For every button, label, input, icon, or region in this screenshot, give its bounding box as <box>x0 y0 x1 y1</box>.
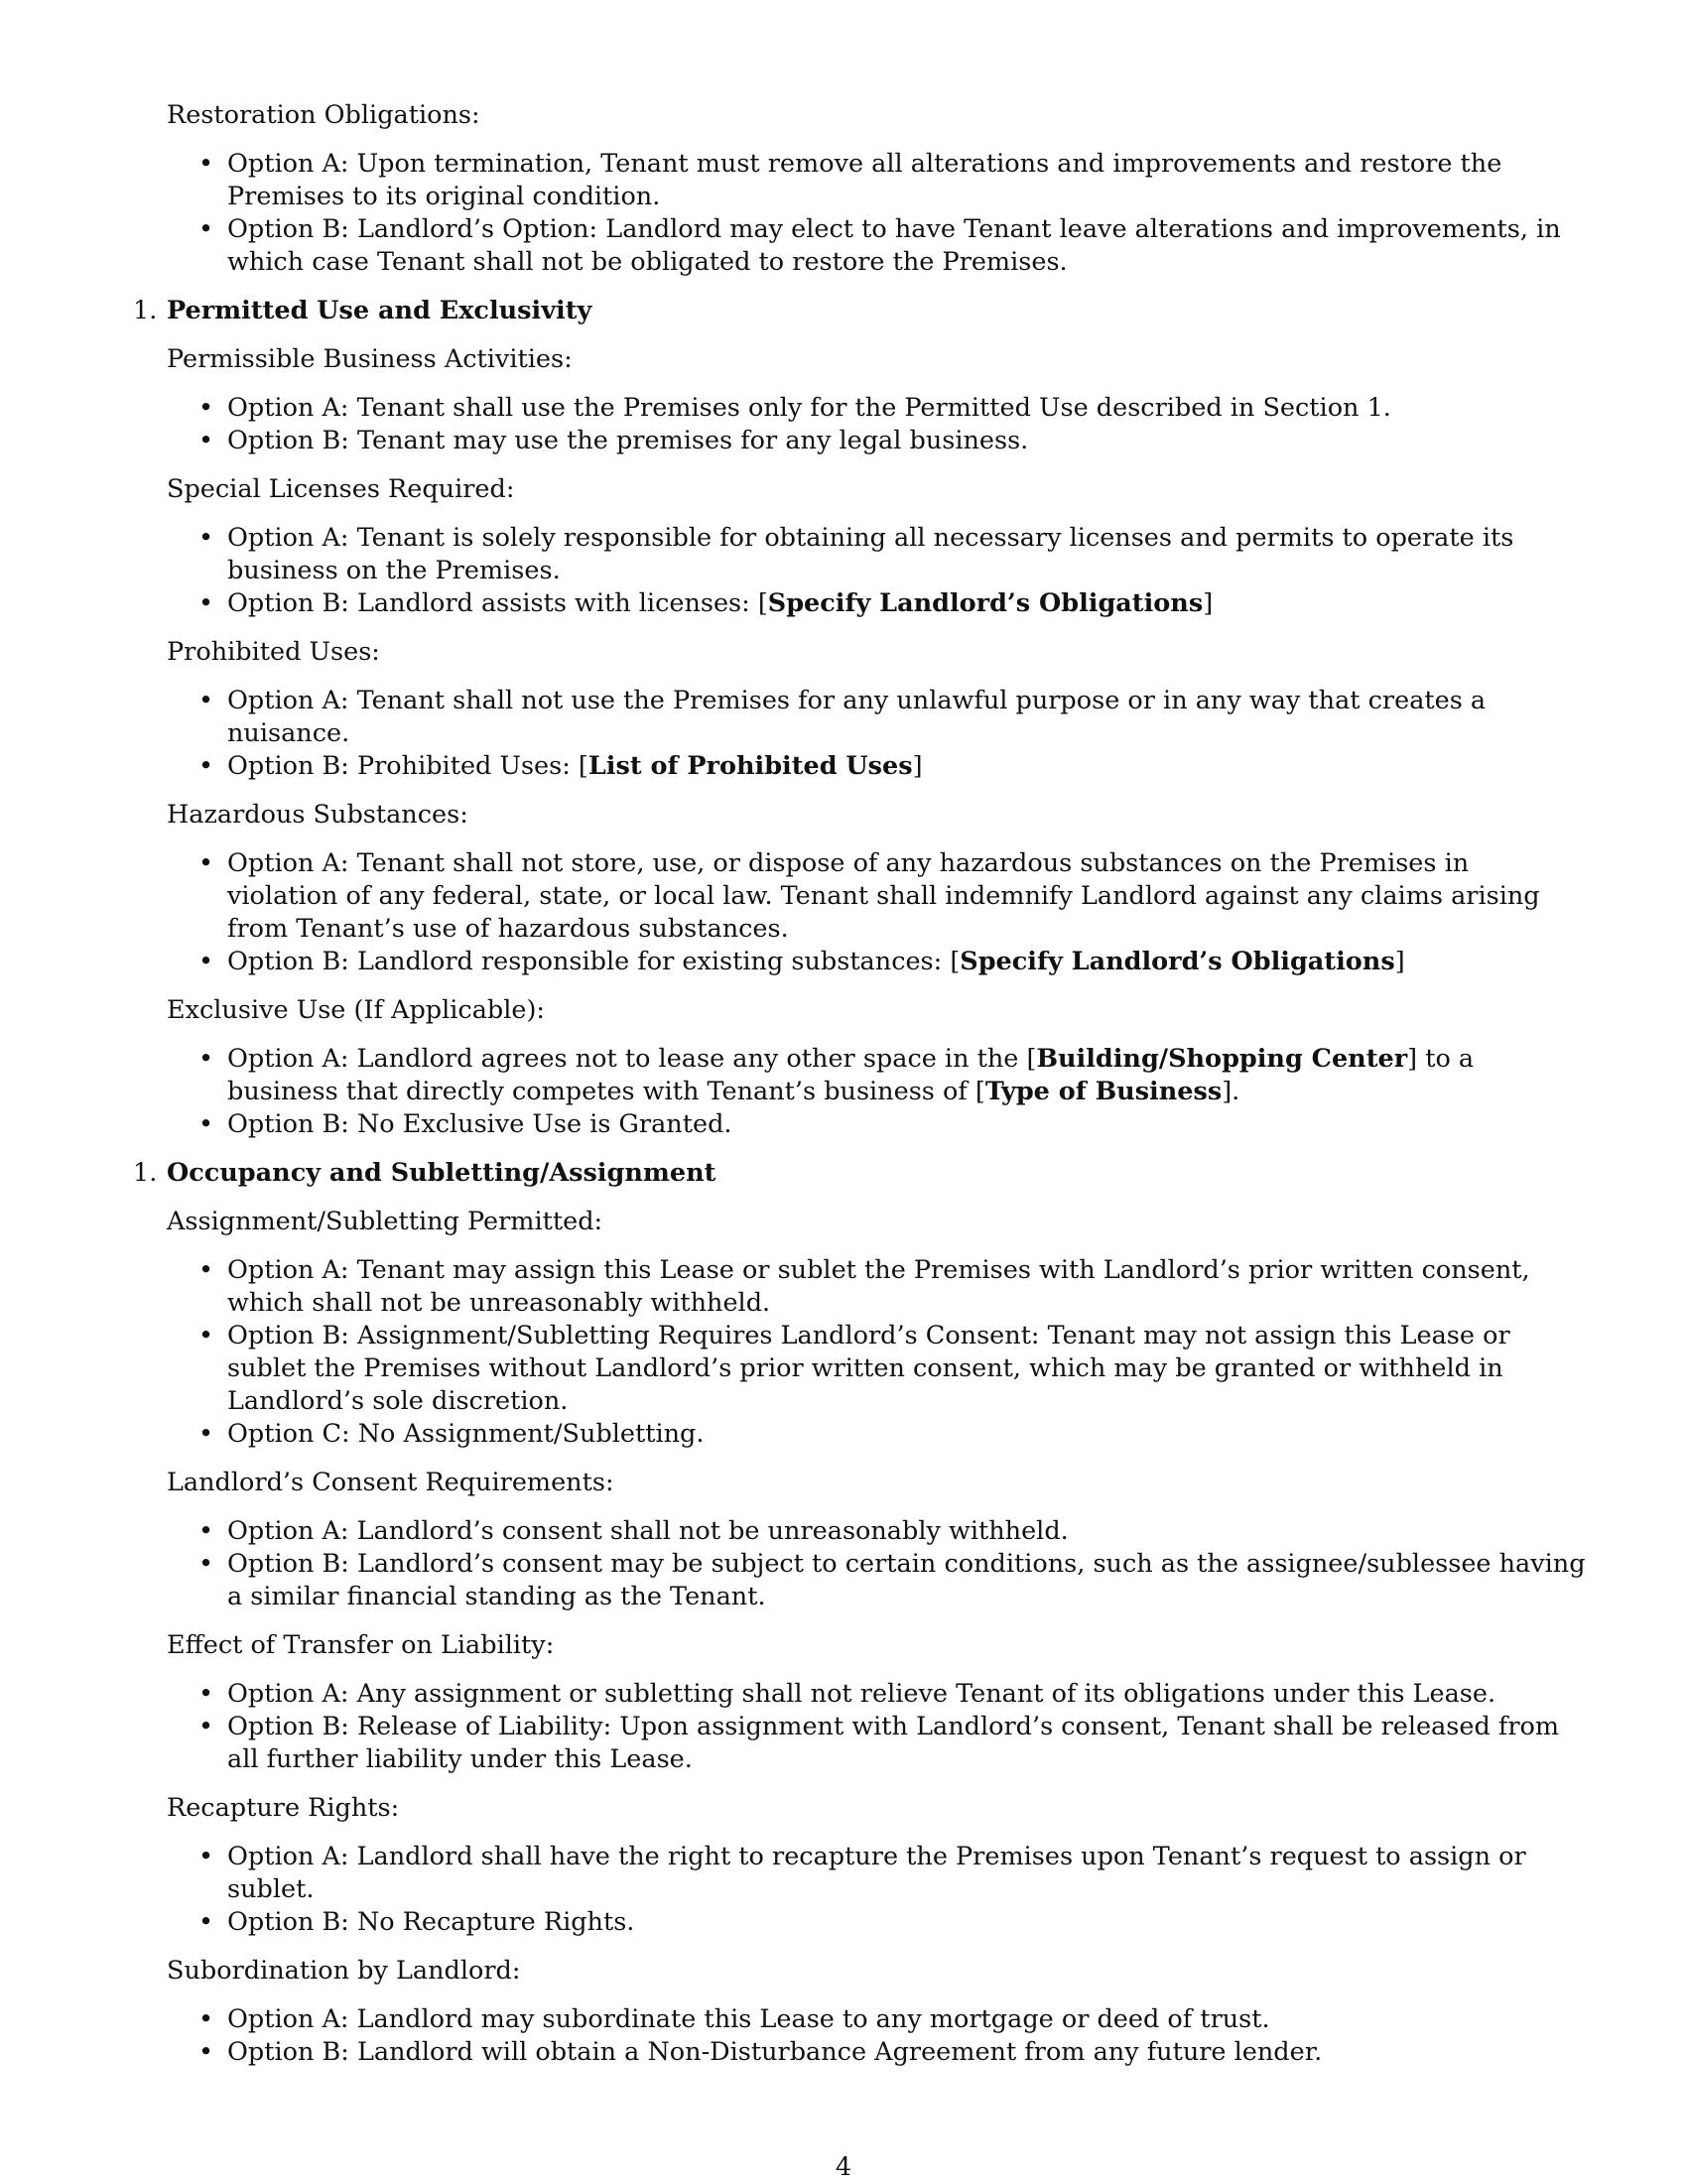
sub-heading: Permissible Business Activities: <box>167 344 573 374</box>
list-item <box>227 1043 1587 1108</box>
list-item <box>227 587 1587 620</box>
list-item: • Option A: Tenant shall not store, use, or dispose of any hazardous substances on the Premises in violation of any federal, state, or local law. Tenant shall indemnify Landlord against any claims arising from Tenant’s use of hazardous substances. <box>227 847 1587 946</box>
page-number: 4 <box>835 2152 852 2182</box>
option-text: ]. <box>1222 1077 1240 1106</box>
list-item: • Option B: Landlord’s Option: Landlord may elect to have Tenant leave alterations and improvements, in which case Tenant shall not be obligated to restore the Premises. <box>227 213 1587 279</box>
option-list <box>133 685 1587 783</box>
list-item: • Option B: Release of Liability: Upon assignment with Landlord’s consent, Tenant shall be released from all further liability under this Lease. <box>227 1711 1587 1776</box>
list-item: • Option C: No Assignment/Subletting. <box>227 1418 1587 1451</box>
placeholder-text: List of Prohibited Uses <box>587 751 913 781</box>
list-item: • Option A: Tenant may assign this Lease or sublet the Premises with Landlord’s prior written consent, which shall not be unreasonably withheld. <box>227 1254 1587 1320</box>
sub-heading: Effect of Transfer on Liability: <box>167 1630 555 1660</box>
sub-heading: Assignment/Subletting Permitted: <box>167 1207 603 1236</box>
section-title: Permitted Use and Exclusivity <box>167 296 592 325</box>
list-item: • Option A: Landlord may subordinate this Lease to any mortgage or deed of trust. <box>227 2003 1587 2036</box>
section-title: Occupancy and Subletting/Assignment <box>167 1158 716 1188</box>
list-item: • Option A: Tenant is solely responsible for obtaining all necessary licenses and permits to operate its business on the Premises. <box>227 522 1587 587</box>
list-item <box>227 946 1587 978</box>
option-list <box>133 1678 1587 1776</box>
list-item <box>227 750 1587 783</box>
option-list <box>133 1841 1587 1939</box>
list-item: • Option B: Tenant may use the premises for any legal business. <box>227 425 1587 457</box>
option-list <box>133 1254 1587 1451</box>
sub-heading: Restoration Obligations: <box>167 100 480 130</box>
option-list <box>133 2003 1587 2069</box>
option-text: Option B: Landlord responsible for existing substances: [ <box>227 947 961 976</box>
option-list <box>133 392 1587 457</box>
sub-heading: Prohibited Uses: <box>167 637 380 667</box>
option-text: Option B: Landlord assists with licenses: [ <box>227 588 768 618</box>
option-text: ] <box>1394 947 1405 976</box>
sub-heading: Subordination by Landlord: <box>167 1956 521 1986</box>
placeholder-text: Building/Shopping Center <box>1036 1044 1408 1074</box>
list-item: • Option A: Upon termination, Tenant must remove all alterations and improvements and restore the Premises to its original condition. <box>227 148 1587 213</box>
option-text: ] <box>1203 588 1214 618</box>
placeholder-text: Specify Landlord’s Obligations <box>767 588 1204 618</box>
sub-heading: Special Licenses Required: <box>167 474 515 504</box>
option-text: ] to a business that directly competes with Tenant’s business of [ <box>227 1044 1475 1106</box>
sub-heading: Hazardous Substances: <box>167 800 468 830</box>
sub-heading: Exclusive Use (If Applicable): <box>167 995 546 1025</box>
list-item: • Option A: Tenant shall not use the Premises for any unlawful purpose or in any way that creates a nuisance. <box>227 685 1587 750</box>
list-item: • Option A: Tenant shall use the Premises only for the Permitted Use described in Section 1. <box>227 392 1587 425</box>
page-content <box>133 99 1587 2085</box>
list-item: • Option A: Any assignment or subletting shall not relieve Tenant of its obligations under this Lease. <box>227 1678 1587 1711</box>
placeholder-text: Type of Business <box>984 1077 1223 1106</box>
option-list <box>133 522 1587 620</box>
option-list <box>133 148 1587 279</box>
list-item: • Option B: Landlord’s consent may be subject to certain conditions, such as the assignee/sublessee having a similar financial standing as the Tenant. <box>227 1548 1587 1613</box>
option-text: Option B: Prohibited Uses: [ <box>227 751 588 781</box>
list-item: • Option B: No Exclusive Use is Granted. <box>227 1108 1587 1141</box>
list-item: • Option B: Landlord will obtain a Non-Disturbance Agreement from any future lender. <box>227 2036 1587 2069</box>
list-item: • Option A: Landlord’s consent shall not be unreasonably withheld. <box>227 1515 1587 1548</box>
section-number: 1. <box>133 296 158 325</box>
list-item: • Option B: No Recapture Rights. <box>227 1906 1587 1939</box>
sub-heading: Recapture Rights: <box>167 1793 400 1823</box>
sub-heading: Landlord’s Consent Requirements: <box>167 1468 614 1497</box>
list-item: • Option A: Landlord shall have the right to recapture the Premises upon Tenant’s request to assign or sublet. <box>227 1841 1587 1906</box>
option-list <box>133 1515 1587 1613</box>
option-list <box>133 847 1587 978</box>
section-heading <box>133 295 1587 327</box>
option-text: Option A: Landlord agrees not to lease any other space in the [ <box>227 1044 1037 1074</box>
option-text: ] <box>912 751 923 781</box>
section-number: 1. <box>133 1158 158 1188</box>
placeholder-text: Specify Landlord’s Obligations <box>960 947 1395 976</box>
option-list <box>133 1043 1587 1141</box>
list-item: • Option B: Assignment/Subletting Requires Landlord’s Consent: Tenant may not assign this Lease or sublet the Premises without Landlord’s prior written consent, which may be granted or withheld in Landlord’s sole discretion. <box>227 1320 1587 1418</box>
section-heading <box>133 1157 1587 1190</box>
